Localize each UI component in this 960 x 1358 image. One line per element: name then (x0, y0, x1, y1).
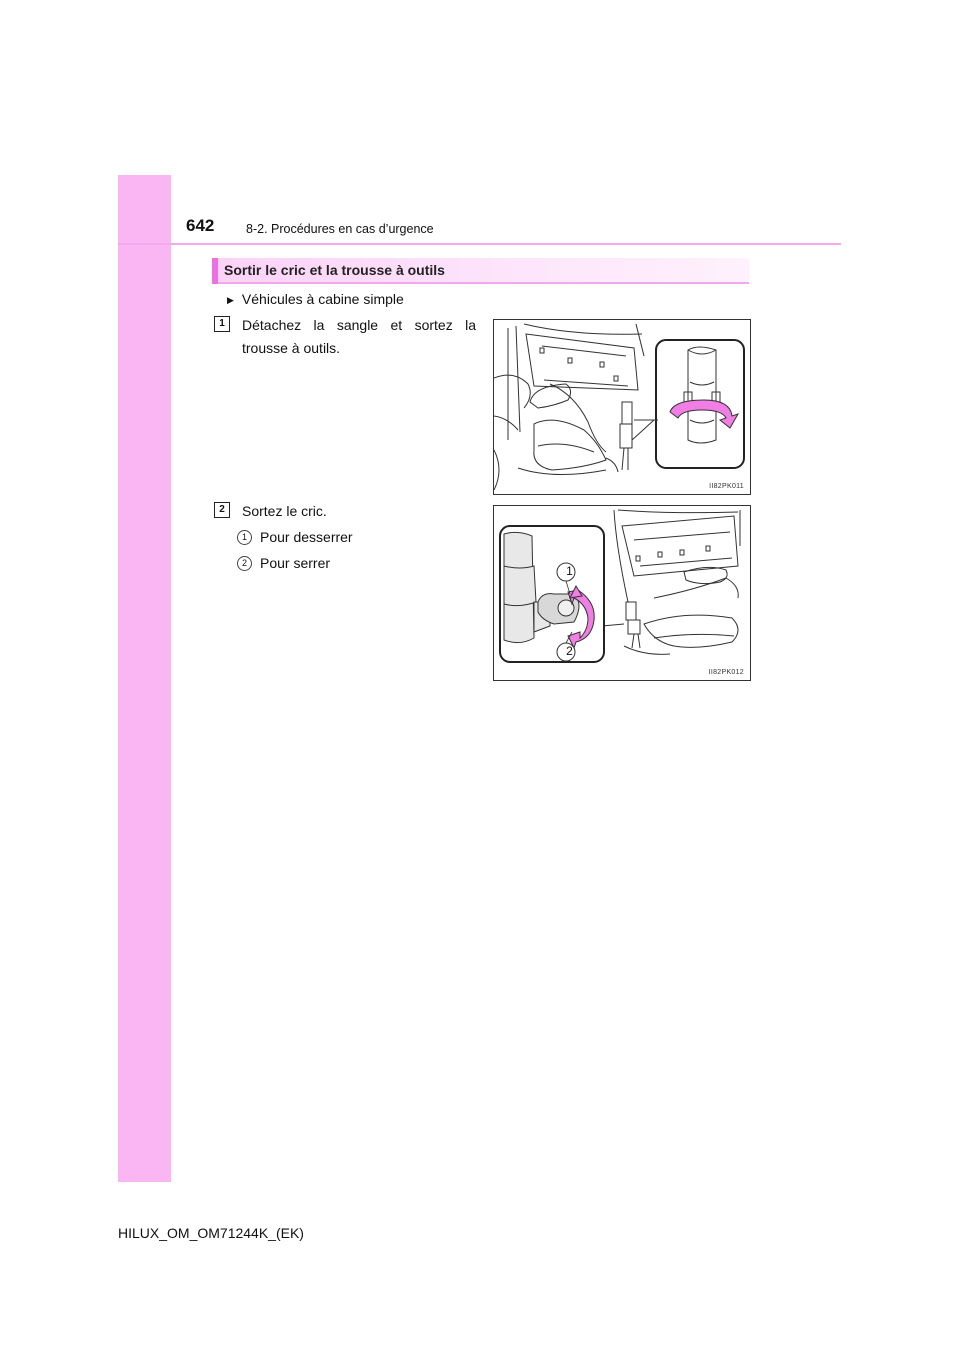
page-side-tab (118, 175, 171, 1182)
step-number-2: 2 (214, 502, 230, 518)
sub-step-1-text: Pour desserrer (260, 529, 353, 545)
sub-step-number-1: 1 (237, 530, 252, 545)
triangle-bullet-icon: ▶ (227, 295, 234, 305)
section-heading (212, 258, 749, 284)
sub-step-2-text: Pour serrer (260, 555, 331, 571)
figure-callout-1: 1 (566, 564, 573, 578)
sub-step-number-2: 2 (237, 556, 252, 571)
tool-bag-illustration (494, 320, 750, 494)
jack-illustration (494, 506, 750, 680)
step-1-text: Détachez la sangle et sortez la trousse à outils. (242, 317, 476, 356)
section-title: 8-2. Procédures en cas d’urgence (246, 222, 434, 236)
figure-tool-bag (493, 319, 751, 495)
step-2-text: Sortez le cric. (242, 503, 327, 519)
header-divider (118, 243, 841, 245)
page-number: 642 (186, 216, 215, 235)
vehicle-type-label: Véhicules à cabine simple (241, 291, 404, 307)
step-number-1: 1 (214, 316, 230, 332)
heading-accent-bar (212, 258, 218, 284)
footer-model-code: HILUX_OM_OM71244K_(EK) (118, 1225, 304, 1241)
figure-jack (493, 505, 751, 681)
figure-code: II82PK012 (708, 669, 744, 676)
vehicle-type-bullet (227, 291, 404, 307)
figure-callout-2: 2 (566, 644, 573, 658)
figure-code: II82PK011 (709, 483, 744, 490)
section-heading-text: Sortir le cric et la trousse à outils (224, 262, 445, 278)
